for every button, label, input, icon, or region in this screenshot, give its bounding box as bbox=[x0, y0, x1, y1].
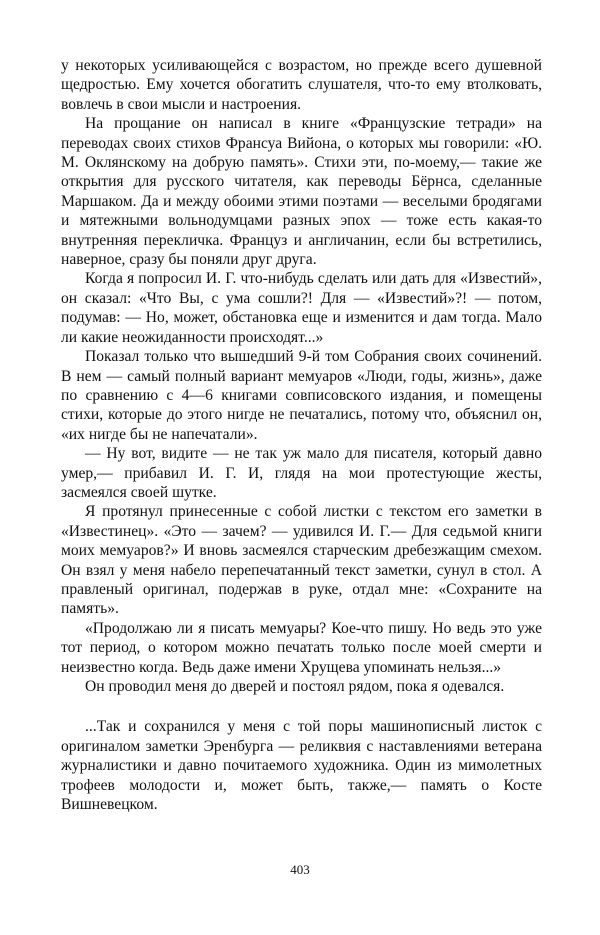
paragraph-5: — Ну вот, видите — не так уж мало для писателя, который давно умер,— прибавил И. Г. И, глядя на мои протестующие жесты, засмеялся своей шутке. bbox=[61, 445, 542, 501]
paragraph-4: Показал только что вышедший 9-й том Собрания своих сочинений. В нем — самый полный вариант мемуаров «Люди, годы, жизнь», даже по сравнению с 4—6 книгами совписовского издания, и помещены стихи, которые до этого нигде не печатались, потому что, объяснил он, «их нигде бы не напечатали». bbox=[61, 348, 542, 443]
page-body bbox=[61, 56, 542, 814]
paragraph-2: На прощание он написал в книге «Французские тетради» на переводах своих стихов Франсуа Вийона, о которых мы говорили: «Ю. М. Оклянскому на добрую память». Стихи эти, по-моему,— такие же открытия для русского читателя, как переводы Бёрнса, сделанные Маршаком. Да и между обоими этими поэтами — веселыми бродягами и мятежными вольнодумцами разных эпох — тоже есть какая-то внутренняя перекличка. Француз и англичанин, если бы встретились, наверное, сразу бы поняли друг друга. bbox=[61, 115, 542, 269]
paragraph-3: Когда я попросил И. Г. что-нибудь сделать или дать для «Известий», он сказал: «Что Вы, с ума сошли?! Для — «Известий»?! — потом, подумав: — Но, может, обстановка еще и изменится и дам тогда. Мало ли какие неожиданности происходят...» bbox=[61, 270, 542, 346]
page-number: 403 bbox=[290, 862, 310, 877]
paragraph-9: ...Так и сохранился у меня с той поры машинописный листок с оригиналом заметки Эренбурга — реликвия с наставлениями ветерана журналистики и давно почитаемого художника. Один из мимолетных трофеев молодости и, может быть, также,— память о Косте Вишневецком. bbox=[61, 718, 542, 814]
section-gap bbox=[61, 696, 542, 717]
paragraph-6: Я протянул принесенные с собой листки с текстом его заметки в «Известинец». «Это — зачем? — удивился И. Г.— Для седьмой книги моих мемуаров?» И вновь засмеялся старческим дребезжащим смехом. Он взял у меня набело перепечатанный текст заметки, сунул в стол. А правленый оригинал, подержав в руке, отдал мне: «Сохраните на память». bbox=[61, 503, 542, 618]
paragraph-8: Он проводил меня до дверей и постоял рядом, пока я одевался. bbox=[85, 678, 505, 695]
paragraph-1: у некоторых усиливающейся с возрастом, но прежде всего душевной щедростью. Ему хочется обогатить слушателя, что-то ему втолковать, вовлечь в свои мысли и настроения. bbox=[61, 57, 542, 113]
paragraph-7: «Продолжаю ли я писать мемуары? Кое-что пишу. Но ведь это уже тот период, о котором можно печатать только после моей смерти и неизвестно когда. Ведь даже имени Хрущева упоминать нельзя...» bbox=[61, 619, 542, 676]
